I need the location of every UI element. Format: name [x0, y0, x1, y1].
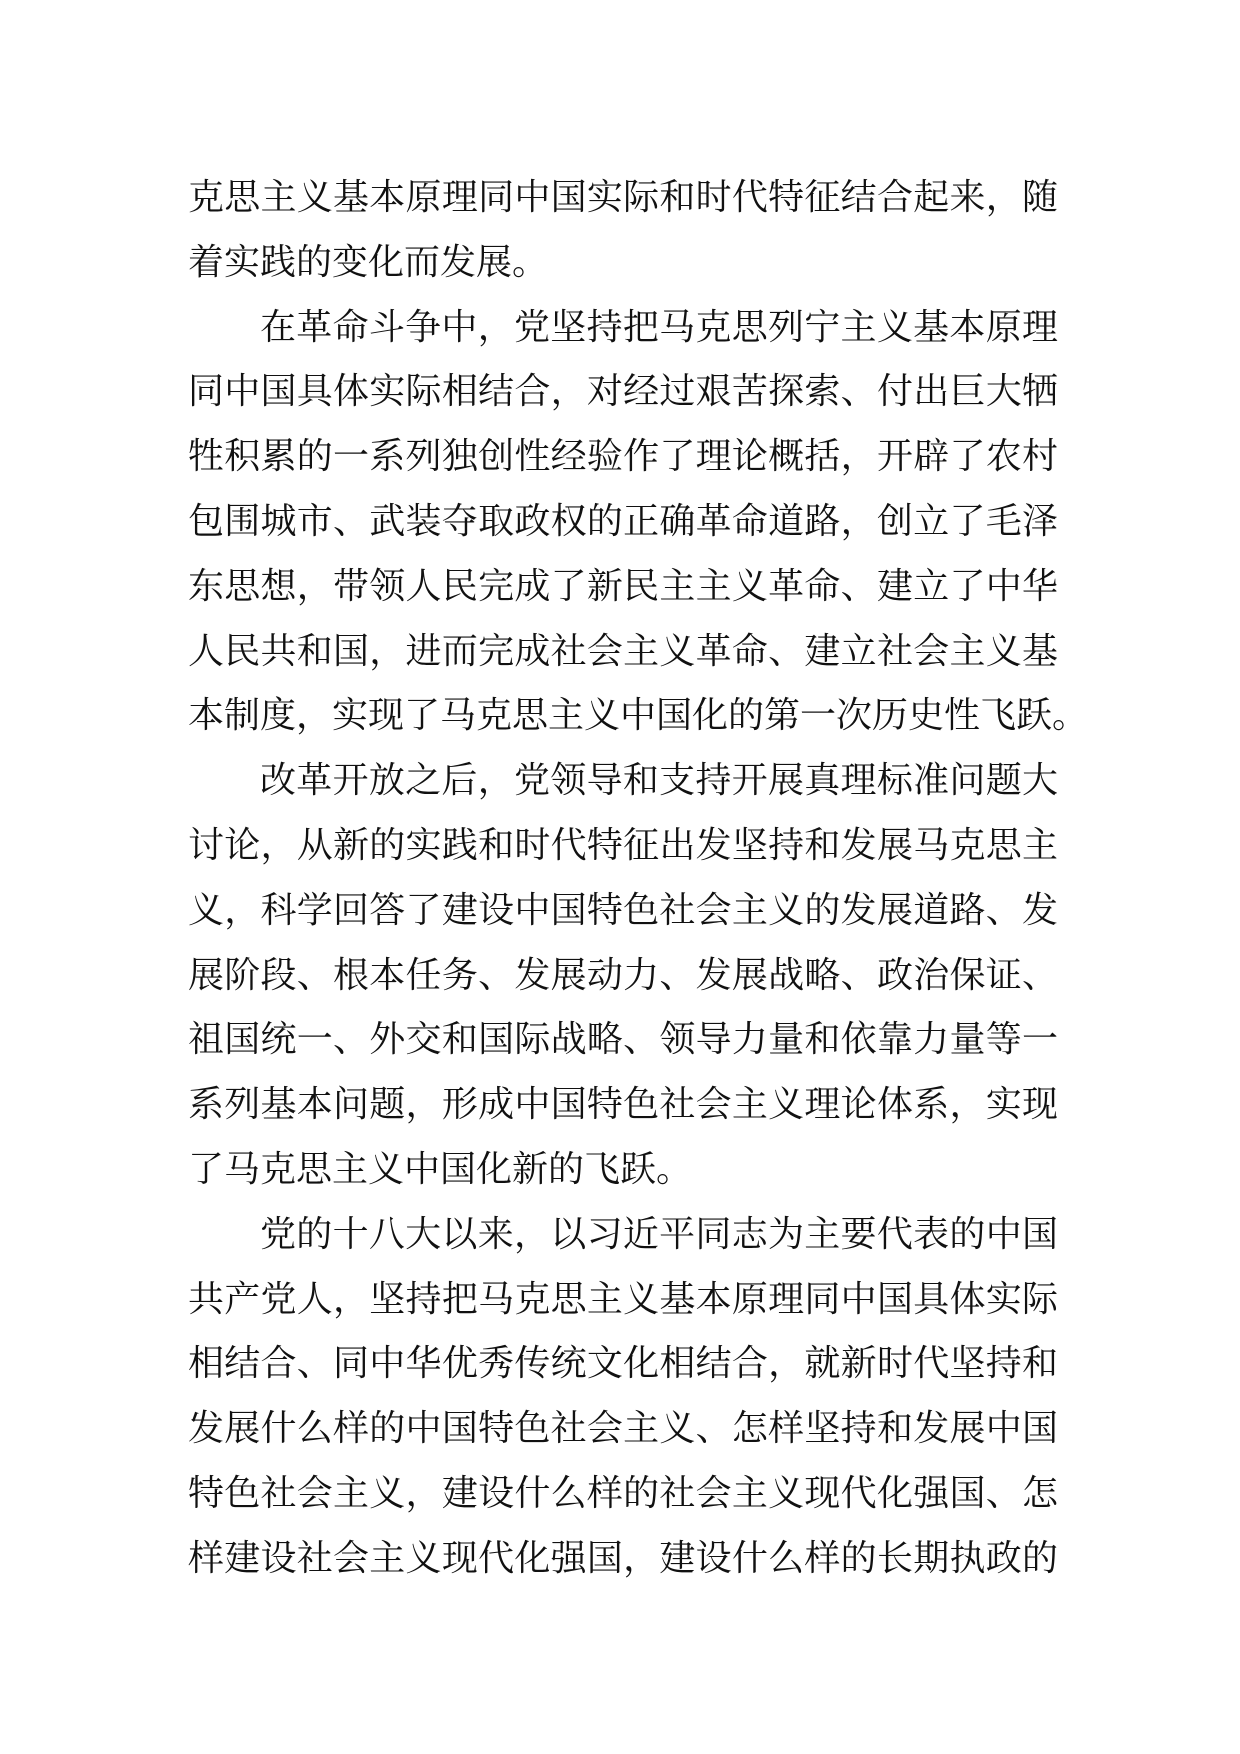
text-line: 义，科学回答了建设中国特色社会主义的发展道路、发	[188, 889, 1058, 931]
text-line: 共产党人，坚持把马克思主义基本原理同中国具体实际	[188, 1278, 1058, 1320]
text-line: 同中国具体实际相结合，对经过艰苦探索、付出巨大牺	[188, 371, 1058, 413]
text-line: 样建设社会主义现代化强国，建设什么样的长期执政的	[188, 1537, 1058, 1579]
text-line: 着实践的变化而发展。	[188, 241, 549, 283]
text-line: 人民共和国，进而完成社会主义革命、建立社会主义基	[188, 630, 1058, 672]
text-line: 了马克思主义中国化新的飞跃。	[188, 1148, 693, 1190]
paragraph-first-line: 在革命斗争中，党坚持把马克思列宁主义基本原理	[260, 306, 1058, 348]
text-line: 牲积累的一系列独创性经验作了理论概括，开辟了农村	[188, 436, 1058, 478]
paragraph-first-line: 改革开放之后，党领导和支持开展真理标准问题大	[260, 760, 1058, 802]
text-line: 本制度，实现了马克思主义中国化的第一次历史性飞跃。	[188, 695, 1089, 737]
text-line: 相结合、同中华优秀传统文化相结合，就新时代坚持和	[188, 1343, 1058, 1385]
text-line: 东思想，带领人民完成了新民主主义革命、建立了中华	[188, 565, 1058, 607]
text-line: 祖国统一、外交和国际战略、领导力量和依靠力量等一	[188, 1019, 1058, 1061]
text-line: 系列基本问题，形成中国特色社会主义理论体系，实现	[188, 1084, 1058, 1126]
text-line: 讨论，从新的实践和时代特征出发坚持和发展马克思主	[188, 824, 1058, 866]
text-line: 发展什么样的中国特色社会主义、怎样坚持和发展中国	[188, 1408, 1058, 1450]
paragraph-first-line: 党的十八大以来，以习近平同志为主要代表的中国	[260, 1213, 1058, 1255]
text-line: 包围城市、武装夺取政权的正确革命道路，创立了毛泽	[188, 500, 1058, 542]
text-line: 克思主义基本原理同中国实际和时代特征结合起来，随	[188, 177, 1058, 218]
text-line: 展阶段、根本任务、发展动力、发展战略、政治保证、	[188, 954, 1058, 996]
text-line: 特色社会主义，建设什么样的社会主义现代化强国、怎	[188, 1472, 1058, 1514]
body-text	[188, 166, 1089, 1592]
